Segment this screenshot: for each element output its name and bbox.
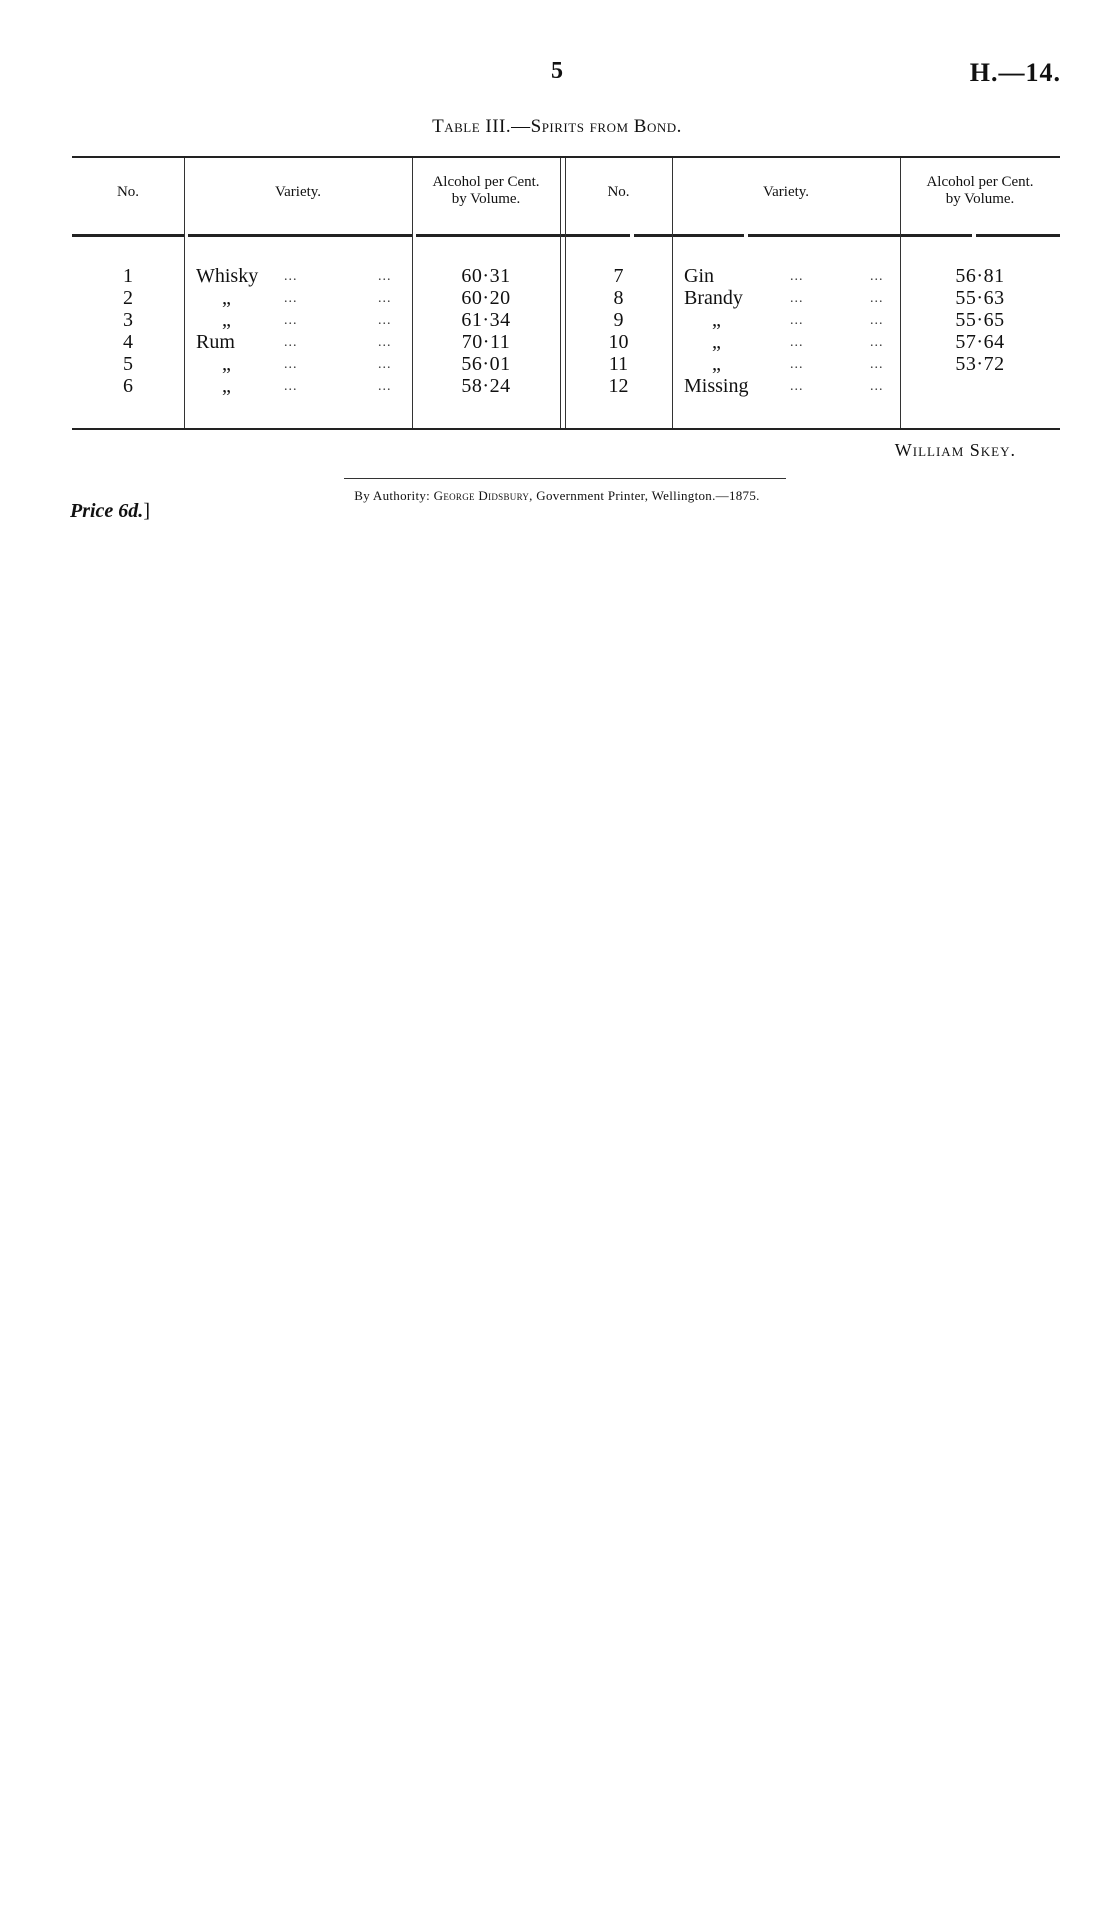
header-rule: [976, 234, 1060, 237]
header-no: No.: [116, 184, 140, 200]
row-no: 6: [123, 375, 133, 397]
row-alcohol: 61·34: [461, 309, 511, 331]
header-rule: [416, 234, 630, 237]
leader-dots: ...: [378, 291, 392, 306]
table-bottom-rule: [72, 428, 1060, 430]
row-alcohol: 56·01: [461, 353, 511, 375]
header-alcohol-line2: by Volume.: [451, 191, 521, 207]
row-no: 8: [613, 287, 624, 309]
printer-imprint: [0, 488, 1114, 504]
leader-dots: ...: [870, 269, 884, 284]
header-no: No.: [607, 184, 630, 200]
leader-dots: ...: [790, 335, 804, 350]
leader-dots: ...: [790, 313, 804, 328]
leader-dots: ...: [870, 313, 884, 328]
document-reference: H.—14.: [969, 58, 1061, 87]
row-no: 10: [608, 331, 629, 353]
row-variety: „: [222, 287, 231, 309]
leader-dots: ...: [790, 269, 804, 284]
leader-dots: ...: [378, 335, 392, 350]
leader-dots: ...: [284, 357, 298, 372]
row-alcohol: 57·64: [955, 331, 1005, 353]
row-no: 3: [123, 309, 133, 331]
leader-dots: ...: [378, 269, 392, 284]
price-bracket: ]: [143, 500, 150, 522]
row-variety: „: [222, 309, 231, 331]
leader-dots: ...: [790, 357, 804, 372]
row-alcohol: 60·31: [461, 265, 511, 287]
row-no: 9: [613, 309, 624, 331]
imprint-prefix: By Authority:: [354, 488, 431, 503]
price-label: Price 6d.: [70, 500, 144, 522]
row-no: 12: [608, 375, 629, 397]
column-divider: [560, 158, 561, 428]
leader-dots: ...: [378, 357, 392, 372]
row-variety: „: [712, 331, 721, 353]
page-number: 5: [551, 58, 563, 84]
leader-dots: ...: [790, 379, 804, 394]
header-variety: Variety.: [274, 184, 322, 200]
leader-dots: ...: [790, 291, 804, 306]
header-rule: [748, 234, 972, 237]
row-variety: „: [222, 353, 231, 375]
header-alcohol-line2: by Volume.: [945, 191, 1015, 207]
leader-dots: ...: [284, 269, 298, 284]
row-variety: Brandy: [684, 287, 743, 309]
row-no: 4: [123, 331, 133, 353]
signature: William Skey.: [894, 440, 1016, 460]
table-top-rule: [72, 156, 1060, 158]
row-variety: „: [712, 309, 721, 331]
leader-dots: ...: [870, 379, 884, 394]
imprint-rest: Government Printer, Wellington.—1875.: [536, 488, 760, 503]
row-alcohol: 55·63: [955, 287, 1005, 309]
leader-dots: ...: [870, 357, 884, 372]
header-variety: Variety.: [762, 184, 810, 200]
row-alcohol: 58·24: [461, 375, 511, 397]
leader-dots: ...: [378, 313, 392, 328]
leader-dots: ...: [870, 291, 884, 306]
header-alcohol: [412, 174, 560, 208]
row-alcohol: 56·81: [955, 265, 1005, 287]
row-variety: Rum: [196, 331, 235, 353]
leader-dots: ...: [378, 379, 392, 394]
leader-dots: ...: [870, 335, 884, 350]
row-variety: Missing: [684, 375, 749, 397]
row-alcohol: 53·72: [955, 353, 1005, 375]
leader-dots: ...: [284, 335, 298, 350]
row-alcohol: 60·20: [461, 287, 511, 309]
row-no: 5: [123, 353, 133, 375]
leader-dots: ...: [284, 313, 298, 328]
header-rule: [634, 234, 744, 237]
spirits-table: [72, 156, 1060, 431]
leader-dots: ...: [284, 379, 298, 394]
row-no: 1: [123, 265, 133, 287]
leader-dots: ...: [284, 291, 298, 306]
price-note: [70, 500, 150, 523]
table-title: Table III.—Spirits from Bond.: [432, 116, 682, 137]
row-variety: „: [222, 375, 231, 397]
imprint-printer: George Didsbury,: [433, 488, 533, 503]
row-no: 7: [613, 265, 624, 287]
header-alcohol: [900, 174, 1060, 208]
imprint-rule: [344, 478, 786, 479]
row-variety: Gin: [684, 265, 714, 287]
row-variety: Whisky: [196, 265, 259, 287]
header-alcohol-line1: Alcohol per Cent.: [432, 174, 540, 190]
header-rule: [188, 234, 412, 237]
row-variety: „: [712, 353, 721, 375]
header-alcohol-line1: Alcohol per Cent.: [926, 174, 1034, 190]
header-rule: [72, 234, 184, 237]
row-alcohol: 55·65: [955, 309, 1005, 331]
row-no: 2: [123, 287, 133, 309]
row-alcohol: 70·11: [461, 331, 511, 353]
row-no: 11: [608, 353, 629, 375]
